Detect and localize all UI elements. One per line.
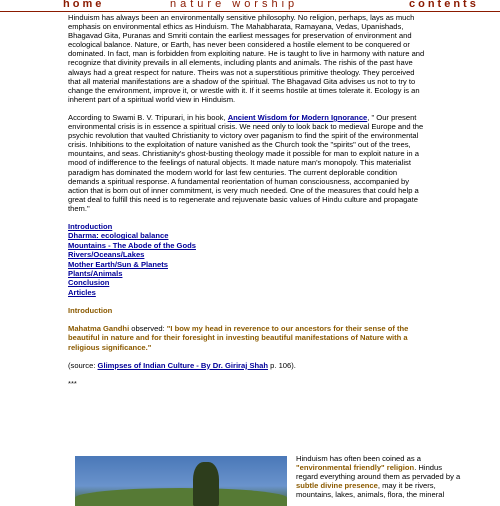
gandhi-verb: observed: bbox=[129, 324, 167, 334]
toc-item-plants[interactable]: Plants/Animals bbox=[68, 269, 123, 278]
table-of-contents bbox=[68, 222, 428, 297]
source-lead: (source: bbox=[68, 360, 98, 370]
toc-item-articles[interactable]: Articles bbox=[68, 287, 96, 297]
photo-hill bbox=[75, 488, 287, 506]
side-emphasis: "environmental friendly" religion bbox=[296, 463, 415, 473]
intro-paragraph: Hinduism has always been an environmentally sensitive philosophy. No religion, perhaps, lays as much emphasis on environmental ethics as Hinduism. The Mahabharata, Ramayana, Vedas, Upanishads, Bhagavad Gita, Puranas and Smriti contain the earliest messages for preservation of environment and ecological balance. Nature, or Earth, has never been considered a hostile element to be conquered or dominated. In fact, man is forbidden from exploiting nature. He is taught to live in harmony with nature and recognize that divinity prevails in all elements, including plants and animals. The rishis of the past have always had a great respect for nature. Theirs was not a superstitious primitive theology. They perceived that all material manifestations are a shadow of the spiritual. The Bhagavad Gita advises us not to try to change the environment, improve it, or wrestle with it. If it seems hostile at times tolerate it. Ecology is an inherent part of a spiritual world view in Hinduism. bbox=[68, 13, 425, 104]
landscape-photo bbox=[75, 456, 287, 506]
side-mid: . Hindus regard everything around them as pervaded by a bbox=[296, 463, 461, 482]
gandhi-quote: "I bow my head in reverence to our ancestors for their sense of the beautiful in nature and for their foresight in investing beautiful manifestations of Nature with a religious significance." bbox=[68, 324, 409, 352]
nav-home-link[interactable]: home bbox=[63, 0, 105, 10]
tripurari-lead: According to Swami B. V. Tripurari, in his book, bbox=[68, 112, 228, 122]
toc-item-mother-earth[interactable]: Mother Earth/Sun & Planets bbox=[68, 259, 168, 269]
toc-item-conclusion[interactable]: Conclusion bbox=[68, 278, 110, 288]
nav-contents-link[interactable]: contents bbox=[409, 0, 479, 10]
toc-item-mountains[interactable]: Mountains - The Abode of the Gods bbox=[68, 240, 196, 250]
source-line bbox=[68, 361, 428, 370]
section-heading-introduction: Introduction bbox=[68, 306, 113, 316]
ancient-wisdom-link[interactable]: Ancient Wisdom for Modern Ignorance bbox=[227, 112, 368, 122]
tripurari-paragraph bbox=[68, 113, 428, 213]
toc-item-introduction[interactable]: Introduction bbox=[68, 221, 113, 231]
photo-tree bbox=[193, 462, 219, 506]
source-tail: p. 106). bbox=[268, 360, 296, 370]
nav-page-title: nature worship bbox=[170, 0, 299, 10]
top-nav bbox=[0, 0, 500, 12]
side-lead: Hinduism has often been coined as a bbox=[296, 454, 421, 463]
gandhi-name: Mahatma Gandhi bbox=[68, 324, 130, 334]
glimpses-link[interactable]: Glimpses of Indian Culture - By Dr. Giriraj Shah bbox=[97, 360, 269, 370]
side-emphasis-2: subtle divine presence bbox=[296, 481, 378, 491]
gandhi-quote-paragraph bbox=[68, 324, 428, 351]
side-paragraph bbox=[296, 454, 466, 499]
separator-stars: *** bbox=[68, 378, 77, 388]
tripurari-rest: , " Our present environmental crisis is in essence a spiritual crisis. We need only to look back to medieval Europe and the psychic revolution that vaulted Christianity to victory over paganism to find the spirit of the environmental crisis. Inhibitions to the exploitation of nature vanished as the Church took the "spirits" out of the trees, mountains, and seas. Christianity's ghost-busting theology made it possible for man to exploit nature in a mood of indifference to the feelings of natural objects. It made nature man's monopoly. This materialist paradigm has dominated the modern world for last few centuries. The current deplorable condition demands a spiritual response. A fundamental reorientation of human consciousness, accompanied by action that is born out of inner commitment, is very much needed. One of the measures that could help a great deal to fulfill this need is to regenerate and rejuvenate basic values of Hindu culture and propagate them." bbox=[68, 112, 424, 213]
side-rest: , may it be rivers, mountains, lakes, animals, flora, the mineral bbox=[296, 481, 445, 500]
toc-item-rivers[interactable]: Rivers/Oceans/Lakes bbox=[68, 250, 145, 260]
main-content bbox=[68, 13, 428, 397]
toc-item-dharma[interactable]: Dharma: ecological balance bbox=[68, 231, 169, 241]
